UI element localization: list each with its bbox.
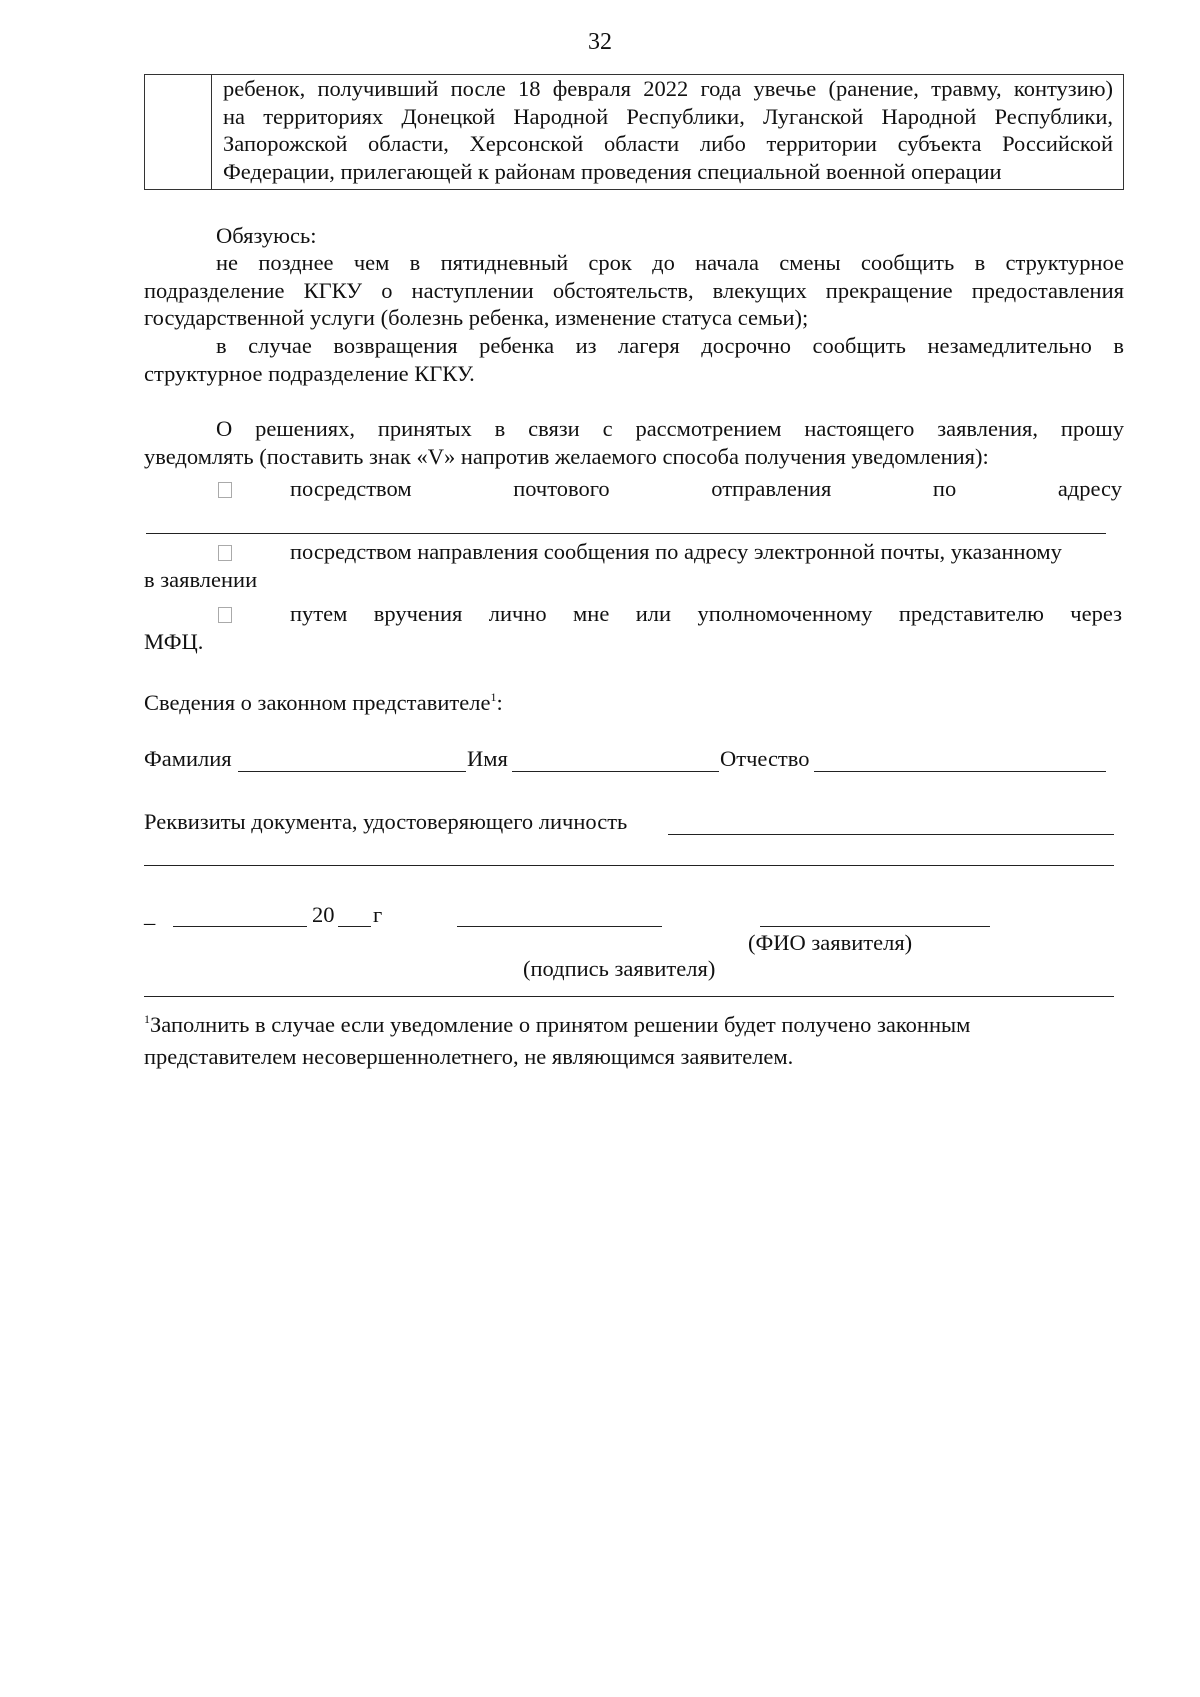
in-person-option-label: путем вручения лично мне или уполномоченному представителю через (290, 601, 1122, 626)
table-line: на территориях Донецкой Народной Республики, Луганской Народной Республики, (223, 103, 1113, 129)
date-year-suffix: г (373, 902, 383, 927)
table-column-divider (211, 75, 212, 189)
date-year-field[interactable] (338, 926, 371, 927)
table-cell-text (223, 75, 1113, 185)
patronymic-field[interactable] (814, 771, 1106, 772)
email-option-label-cont: в заявлении (144, 567, 258, 592)
page-number: 32 (588, 29, 612, 55)
footnote-line (144, 1011, 1124, 1043)
last-name-label: Фамилия (144, 746, 232, 771)
in-person-option-checkbox[interactable] (218, 607, 232, 623)
representative-heading-colon: : (496, 690, 503, 715)
postal-option-checkbox[interactable] (218, 482, 232, 498)
last-name-field[interactable] (238, 771, 466, 772)
applicant-name-caption: (ФИО заявителя) (748, 930, 913, 955)
notification-intro-line: О решениях, принятых в связи с рассмотрением настоящего заявления, прошу (216, 416, 1124, 441)
obligation-item-2 (144, 332, 1124, 387)
obligation-2-line: структурное подразделение КГКУ. (144, 360, 475, 386)
signature-caption: (подпись заявителя) (523, 956, 716, 981)
applicant-name-field[interactable] (760, 926, 990, 927)
representative-heading-text: Сведения о законном представителе (144, 690, 491, 715)
obligation-2-line: в случае возвращения ребенка из лагеря досрочно сообщить незамедлительно в (216, 333, 1124, 358)
email-option-label: посредством направления сообщения по адресу электронной почты, указанному (290, 539, 1062, 564)
id-document-label: Реквизиты документа, удостоверяющего личность (144, 809, 628, 834)
id-document-field-cont[interactable] (144, 865, 1114, 866)
representative-heading (144, 689, 503, 720)
obligation-1-line: государственной услуги (болезнь ребенка, изменение статуса семьи); (144, 305, 809, 330)
first-name-field[interactable] (512, 771, 719, 772)
first-name-label: Имя (467, 746, 508, 771)
id-document-field[interactable] (668, 834, 1114, 835)
obligation-item-1 (144, 249, 1124, 332)
postal-option-label: посредством почтового отправления по адресу (290, 476, 1122, 501)
category-table (144, 74, 1124, 190)
table-line: Федерации, прилегающей к районам проведения специальной военной операции (223, 158, 1002, 184)
obligation-1-line: подразделение КГКУ о наступлении обстоятельств, влекущих прекращение предоставления (144, 277, 1124, 303)
in-person-option-label-cont: МФЦ. (144, 629, 204, 654)
obligations-heading: Обязуюсь: (216, 223, 317, 248)
table-line: Запорожской области, Херсонской области либо территории субъекта Российской (223, 131, 1113, 156)
patronymic-label: Отчество (720, 746, 810, 771)
footnote-reference: 1 (490, 690, 497, 704)
date-month-field[interactable] (173, 926, 307, 927)
date-year-prefix: 20 (312, 902, 335, 927)
date-day-dash: _ (144, 902, 156, 927)
signature-field[interactable] (457, 926, 662, 927)
notification-intro-line: уведомлять (поставить знак «V» напротив желаемого способа получения уведомления): (144, 443, 989, 469)
email-option-checkbox[interactable] (218, 545, 232, 561)
footnote (144, 1011, 1124, 1070)
obligation-1-line: не позднее чем в пятидневный срок до начала смены сообщить в структурное (216, 250, 1124, 275)
notification-intro (144, 415, 1124, 470)
footnote-text: Заполнить в случае если уведомление о принятом решении будет получено законным (150, 1012, 971, 1037)
footnote-mark: 1 (144, 1012, 150, 1026)
table-line: ребенок, получивший после 18 февраля 2022 года увечье (ранение, травму, контузию) (223, 76, 1113, 101)
postal-address-line[interactable] (146, 533, 1106, 534)
footnote-line: представителем несовершеннолетнего, не являющимся заявителем. (144, 1043, 794, 1069)
footnote-separator (144, 996, 1114, 997)
